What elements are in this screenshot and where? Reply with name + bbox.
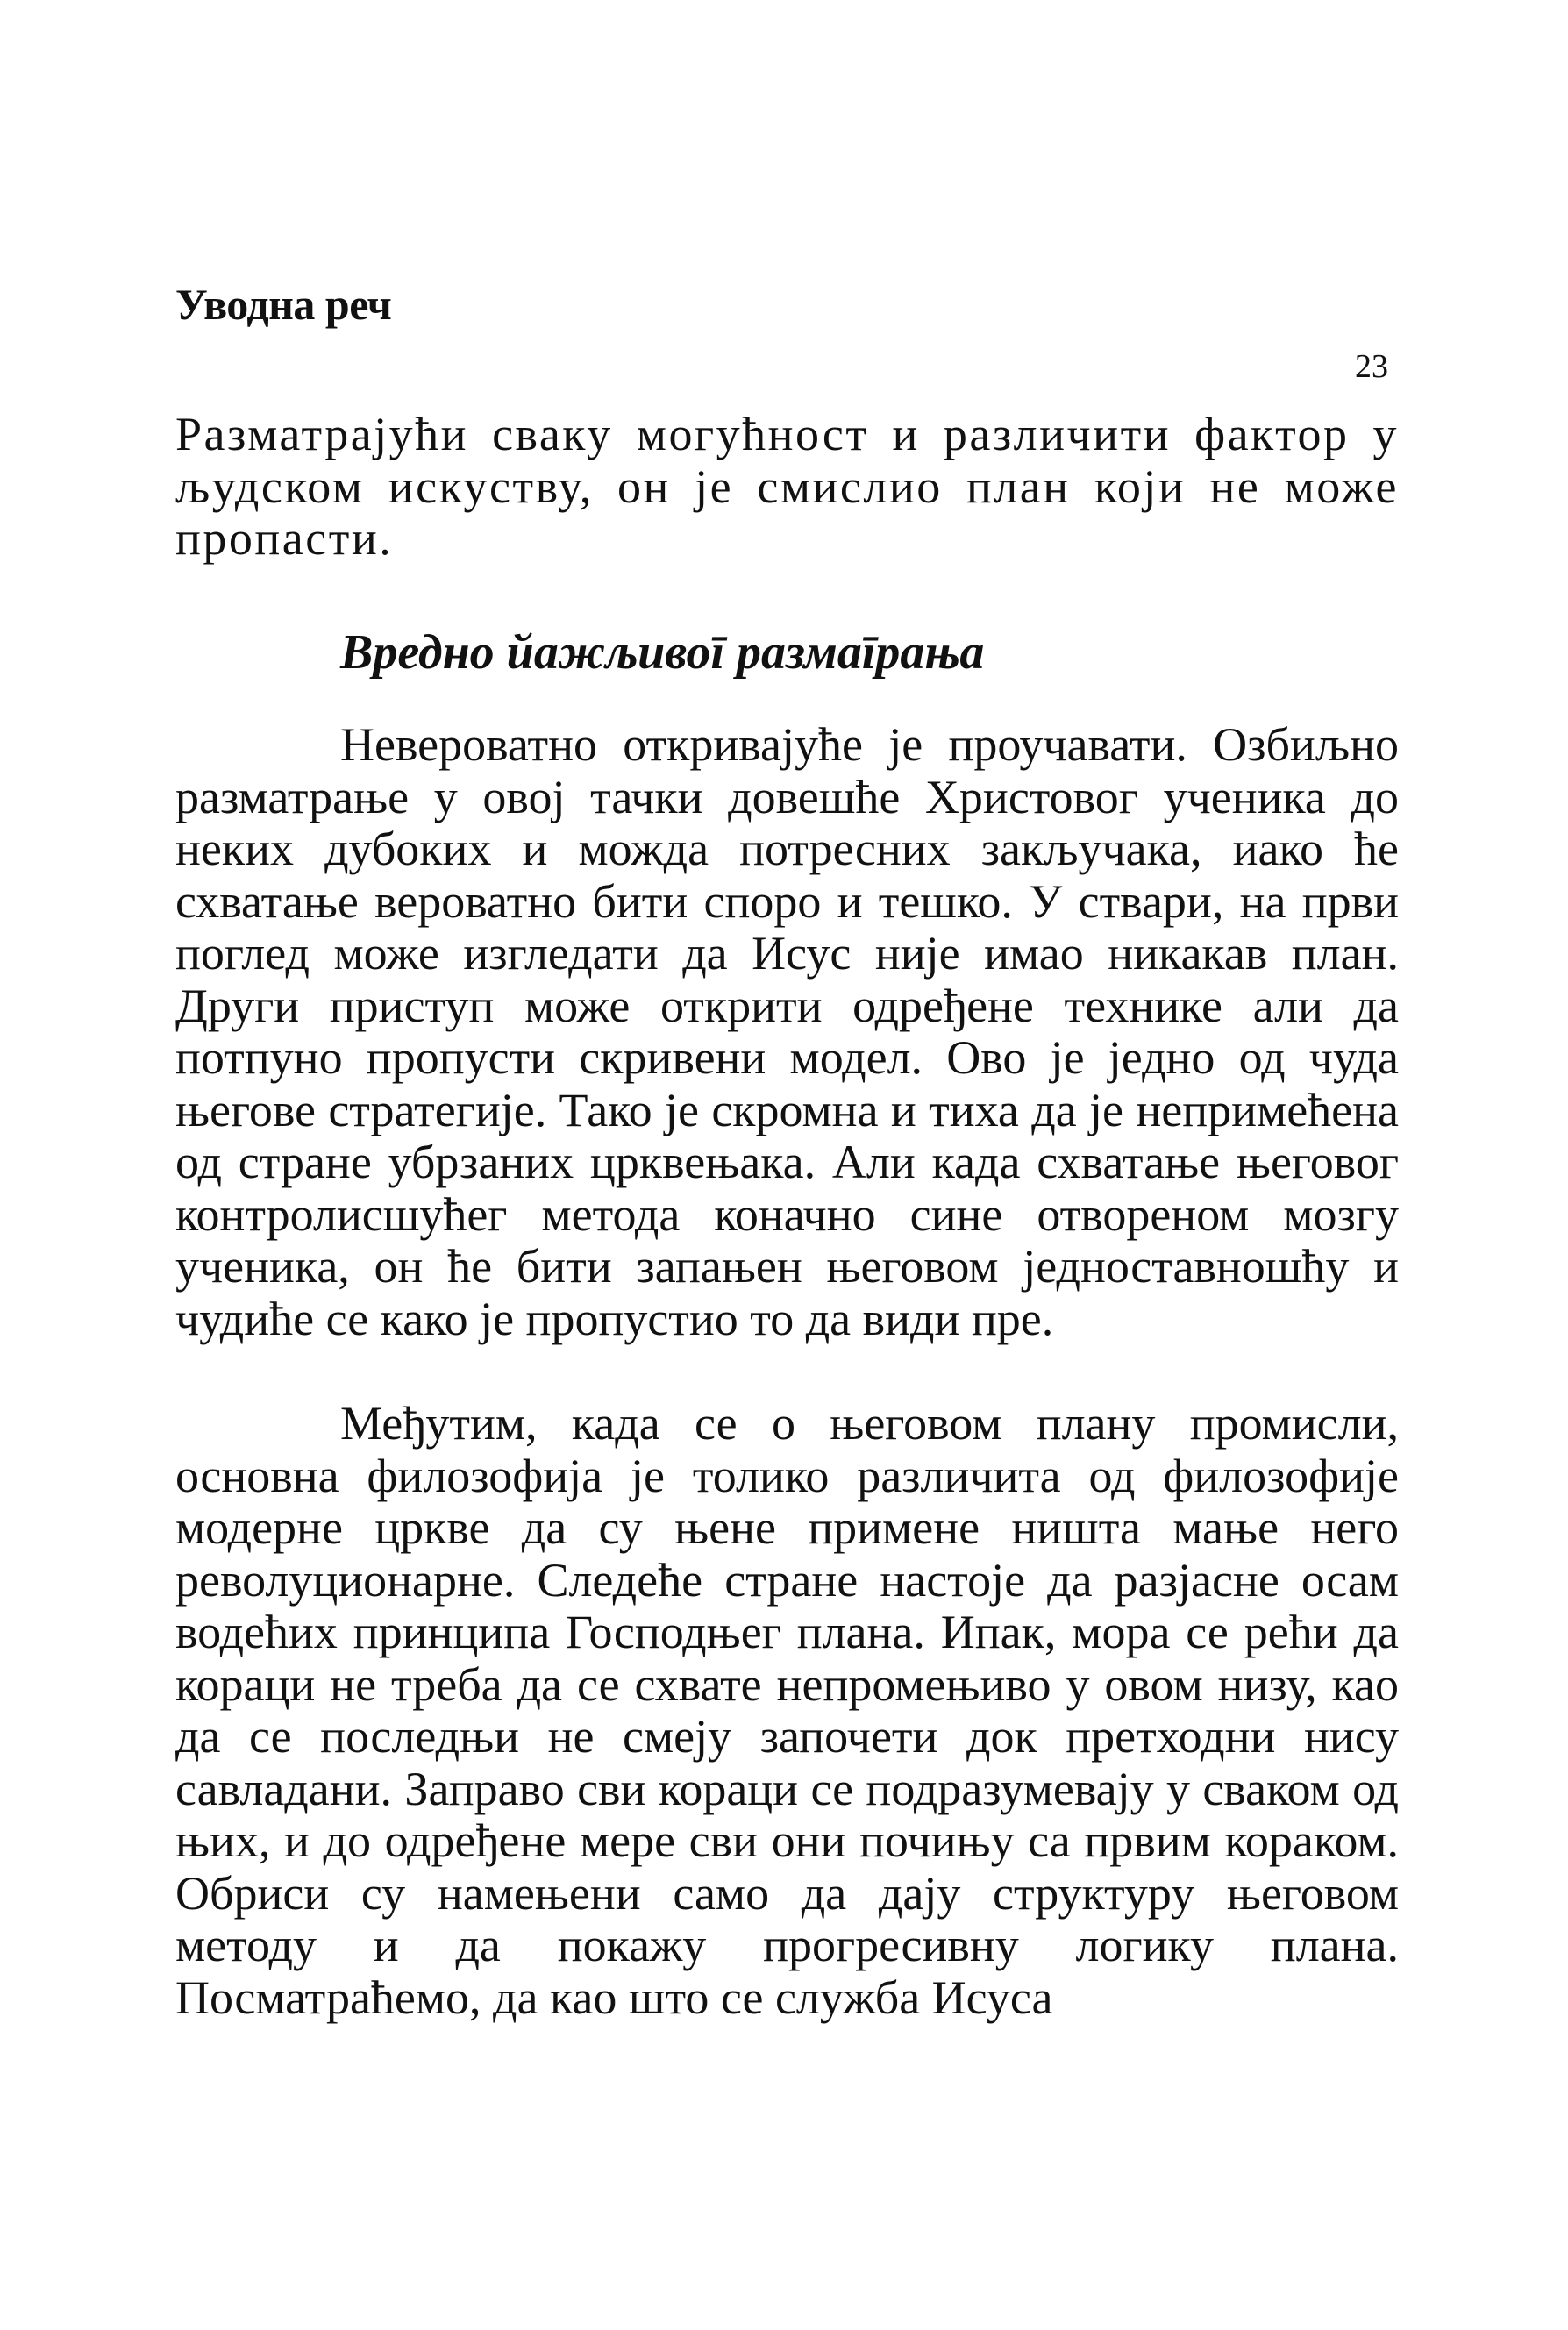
paragraph-1: Разматрајући сваку могућност и различити фактор у људском искуству, он је смислио план који не може пропасти. xyxy=(175,408,1399,565)
section-heading: Вредно йажљивоī размаīрања xyxy=(340,625,985,680)
paragraph-3: Међутим, када се о његовом плану промисли, основна филозофија је толико различита од филозофије модерне цркве да су њене примене ништа мање него револуционарне. Следеће стране настоје да разјасне осам водећих принципа Господњег плана. Ипак, мора се рећи да кораци не треба да се схвате непромењиво у овом низу, као да се последњи не смеју започети док претходни нису савладани. Заправо сви кораци се подразумевају у сваком од њих, и до одређене мере сви они почињу са првим кораком. Обриси су намењени само да дају структуру његовом методу и да покажу прогресивну логику плана. Посматраћемо, да као што се служба Исуса xyxy=(175,1397,1399,2024)
running-head: Уводна реч xyxy=(175,280,392,329)
paragraph-2: Невероватно откривајуће је проучавати. Озбиљно разматрање у овој тачки довешће Христовог ученика до неких дубоких и можда потресних закључака, иако ће схватање вероватно бити споро и тешко. У ствари, на први поглед може изгледати да Исус није имао никакав план. Други приступ може открити одређене технике али да потпуно пропусти скривени модел. Ово је једно од чуда његове стратегије. Тако је скромна и тиха да је непримећена од стране убрзаних црквењака. Али када схватање његовог контролисшућег метода коначно сине отвореном мозгу ученика, он ће бити запањен његовом једноставношћу и чудиће се како је пропустио то да види пре. xyxy=(175,718,1399,1345)
page-number: 23 xyxy=(1355,348,1388,385)
